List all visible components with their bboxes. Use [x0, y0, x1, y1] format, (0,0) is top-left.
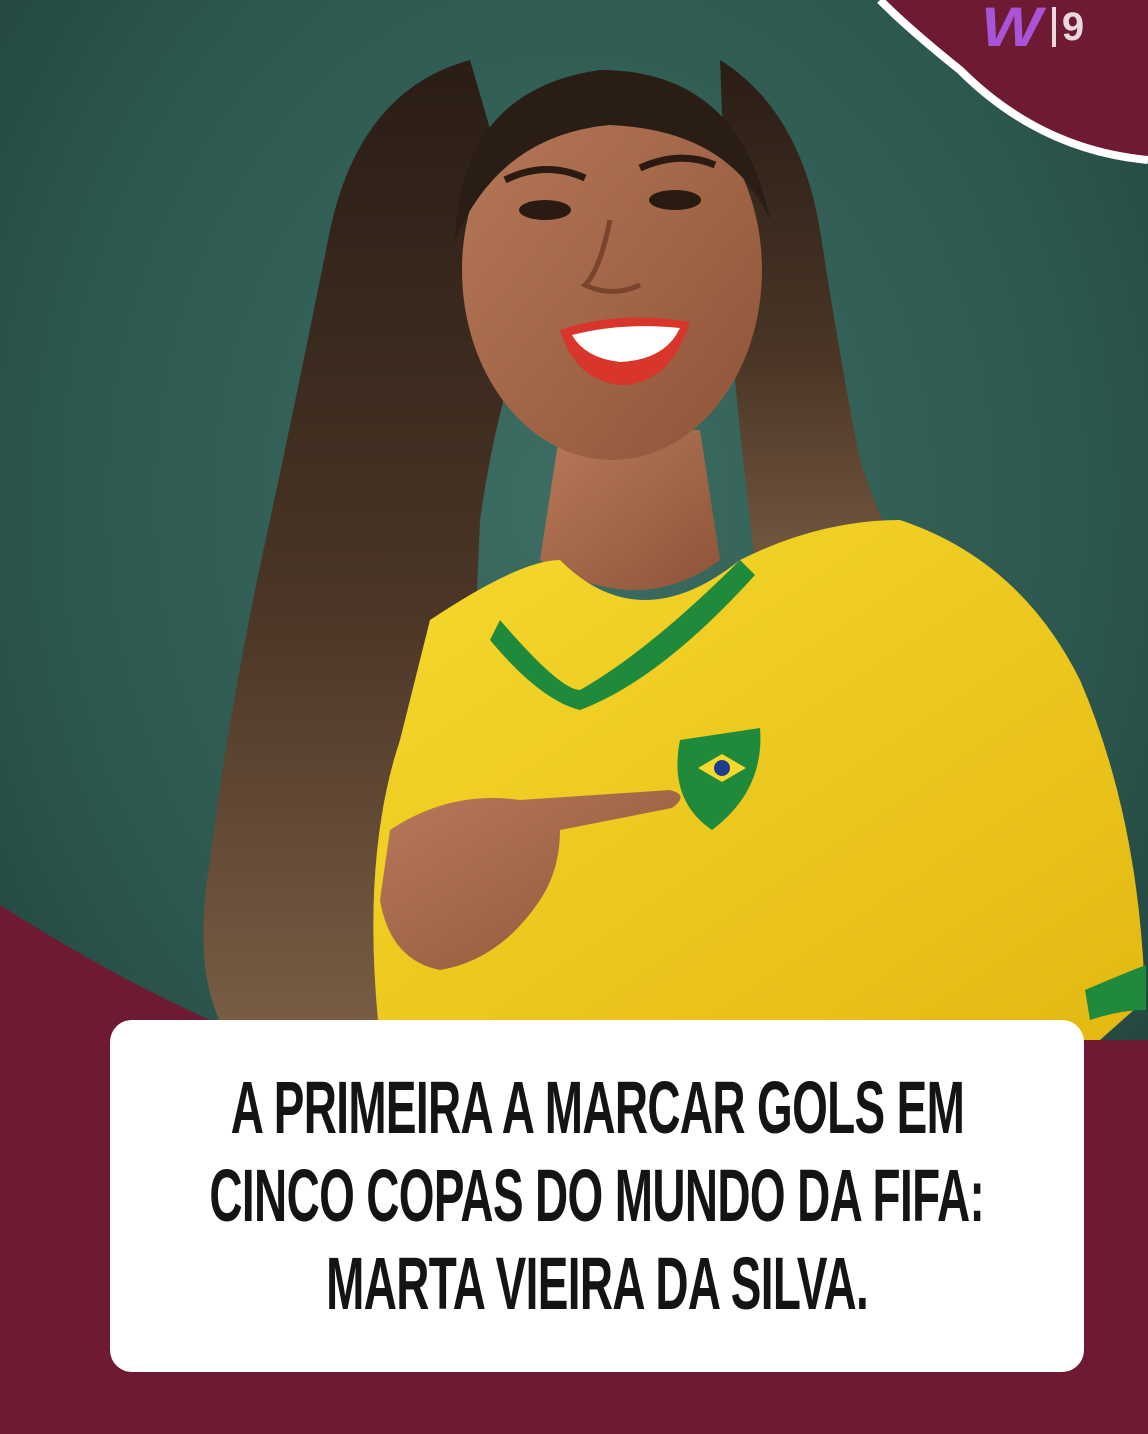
caption-line-3: MARTA VIEIRA DA SILVA.	[325, 1242, 868, 1325]
logo-mark: W	[981, 0, 1042, 58]
caption-card	[110, 1020, 1084, 1372]
logo-divider	[1052, 7, 1056, 47]
left-eye	[519, 200, 571, 220]
right-eye	[649, 190, 701, 210]
brand-logo	[981, 0, 1115, 58]
caption-line-1: A PRIMEIRA A MARCAR GOLS EM	[230, 1066, 964, 1149]
logo-extra: 9	[1061, 4, 1085, 49]
caption-line-2: CINCO COPAS DO MUNDO DA FIFA:	[209, 1154, 985, 1237]
